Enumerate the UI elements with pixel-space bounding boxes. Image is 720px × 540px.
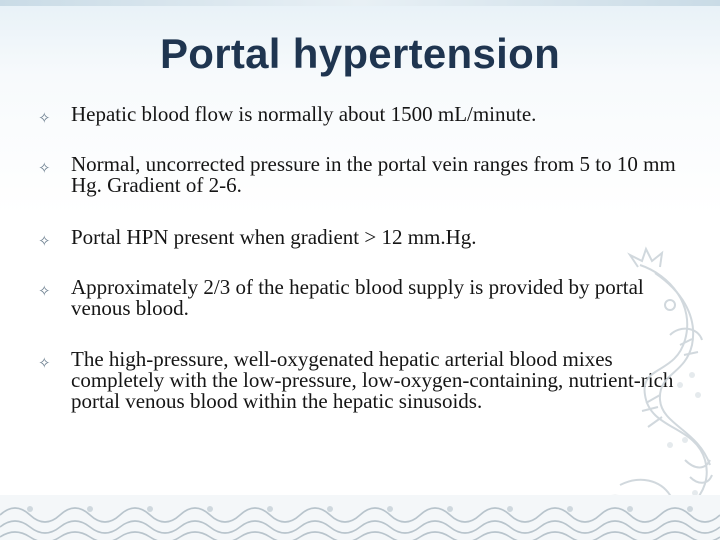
- slide-title: Portal hypertension: [159, 30, 561, 77]
- bullet-marker-icon: ✧: [38, 282, 51, 300]
- top-accent-bar: [0, 0, 720, 6]
- bullet-marker-icon: ✧: [38, 159, 51, 177]
- bullet-marker-icon: ✧: [38, 109, 51, 127]
- bullet-text: Approximately 2/3 of the hepatic blood supply is provided by portal venous blood.: [71, 275, 644, 320]
- bullet-text: The high-pressure, well-oxygenated hepatic arterial blood mixes completely with the low-pressure, low-oxygen-containing, nutrient-rich portal venous blood within the hepatic sinusoids.: [71, 347, 674, 413]
- wave-pattern-icon: [0, 495, 720, 540]
- bullet-text: Hepatic blood flow is normally about 1500 mL/minute.: [71, 102, 537, 126]
- bullet-marker-icon: ✧: [38, 354, 51, 372]
- bullet-text: Portal HPN present when gradient > 12 mm.Hg.: [71, 225, 477, 249]
- bullet-marker-icon: ✧: [38, 232, 51, 250]
- bullet-text: Normal, uncorrected pressure in the portal vein ranges from 5 to 10 mm Hg. Gradient of 2-6.: [71, 152, 676, 197]
